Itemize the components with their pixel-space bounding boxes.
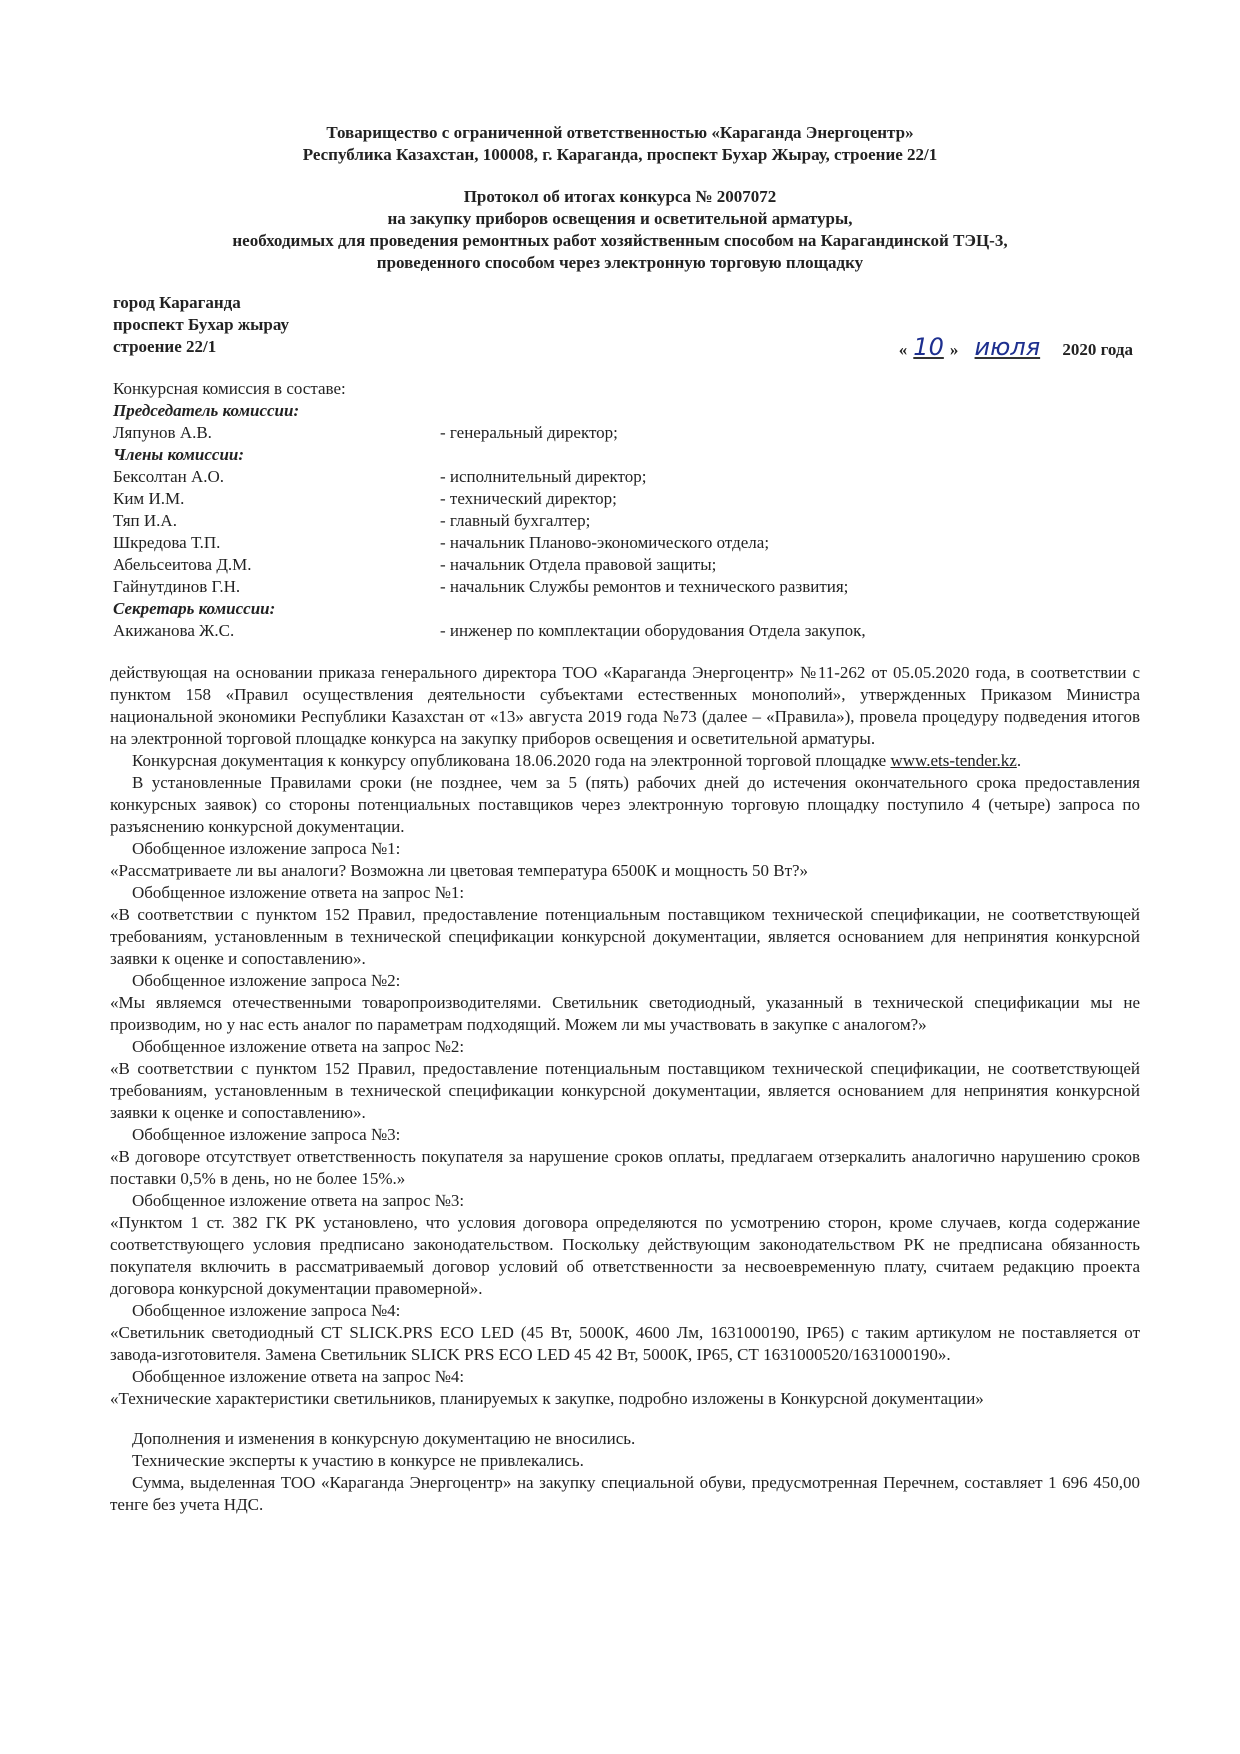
member-name: Ким И.М. bbox=[113, 489, 185, 508]
spacer bbox=[110, 1410, 1140, 1428]
commission-member-row bbox=[113, 510, 1133, 532]
secretary-heading: Секретарь комиссии: bbox=[113, 599, 276, 618]
note-no-changes: Дополнения и изменения в конкурсную документацию не вносились. bbox=[132, 1429, 636, 1448]
member-name: Абельсеитова Д.М. bbox=[113, 555, 252, 574]
place-street: проспект Бухар жырау bbox=[113, 315, 290, 334]
member-name: Ляпунов А.В. bbox=[113, 423, 212, 442]
title-line-4: проведенного способом через электронную торговую площадку bbox=[376, 253, 864, 272]
member-name: Гайнутдинов Г.Н. bbox=[113, 577, 241, 596]
commission-list bbox=[113, 378, 1133, 642]
member-position: - технический директор; bbox=[440, 489, 617, 508]
commission-member-row bbox=[113, 532, 1133, 554]
ets-tender-link[interactable]: www.ets-tender.kz bbox=[890, 751, 1017, 770]
member-name: Бексолтан А.О. bbox=[113, 467, 225, 486]
protocol-title bbox=[0, 186, 1240, 274]
request-2-label: Обобщенное изложение запроса №2: bbox=[132, 971, 401, 990]
request-3-label: Обобщенное изложение запроса №3: bbox=[132, 1125, 401, 1144]
request-4-label: Обобщенное изложение запроса №4: bbox=[132, 1301, 401, 1320]
member-name: Шкредова Т.П. bbox=[113, 533, 221, 552]
org-header bbox=[0, 122, 1240, 166]
date-year: 2020 года bbox=[1062, 340, 1133, 359]
member-name: Тяп И.А. bbox=[113, 511, 177, 530]
org-address: Республика Казахстан, 100008, г. Караганда, проспект Бухар Жырау, строение 22/1 bbox=[302, 145, 938, 164]
paragraph-basis: действующая на основании приказа генерального директора ТОО «Караганда Энергоцентр» №11-262 от 05.05.2020 года, в соответствии с пунктом 158 «Правил осуществления деятельности субъектами естественных монополий», утвержденных Приказом Министра национальной экономики Республики Казахстан от «13» августа 2019 года №73 (далее – «Правила»), провела процедуру подведения итогов на электронной торговой площадке конкурса на закупку приборов освещения и осветительной арматуры. bbox=[110, 663, 1140, 748]
paragraph-requests: В установленные Правилами сроки (не позднее, чем за 5 (пять) рабочих дней до истечения окончательного срока предоставления конкурсных заявок) со стороны потенциальных поставщиков через электронную торговую площадку поступило 4 (четыре) запроса по разъяснению конкурсной документации. bbox=[110, 773, 1140, 836]
note-budget: Сумма, выделенная ТОО «Караганда Энергоцентр» на закупку специальной обуви, предусмотренная Перечнем, составляет 1 696 450,00 тенге без учета НДС. bbox=[110, 1473, 1140, 1514]
title-line-2: на закупку приборов освещения и осветительной арматуры, bbox=[387, 209, 853, 228]
member-position: - начальник Отдела правовой защиты; bbox=[440, 555, 717, 574]
date-close-quote: » bbox=[949, 340, 959, 359]
commission-intro: Конкурсная комиссия в составе: bbox=[113, 379, 346, 398]
member-position: - генеральный директор; bbox=[440, 423, 618, 442]
commission-member-row bbox=[113, 422, 1133, 444]
answer-4-text: «Технические характеристики светильников, планируемых к закупке, подробно изложены в Конкурсной документации» bbox=[110, 1389, 984, 1408]
publication-text: Конкурсная документация к конкурсу опубликована 18.06.2020 года на электронной торговой площадке bbox=[132, 751, 891, 770]
request-3-text: «В договоре отсутствует ответственность покупателя за нарушение сроков оплаты, предлагаем отзеркалить аналогично нарушению сроков поставки 0,5% в день, но не более 15%.» bbox=[110, 1147, 1140, 1188]
title-line-3: необходимых для проведения ремонтных работ хозяйственным способом на Карагандинской ТЭЦ-3, bbox=[232, 231, 1008, 250]
note-no-experts: Технические эксперты к участию в конкурсе не привлекались. bbox=[132, 1451, 584, 1470]
paragraph-publication bbox=[110, 750, 1140, 772]
request-2-text: «Мы являемся отечественными товаропроизводителями. Светильник светодиодный, указанный в технической спецификации мы не производим, но у нас есть аналог по параметрам подходящий. Можем ли мы участвовать в закупке с аналогом?» bbox=[110, 993, 1140, 1034]
commission-member-row bbox=[113, 466, 1133, 488]
commission-member-row bbox=[113, 620, 1133, 642]
date-month-handwritten: июля bbox=[974, 333, 1041, 361]
answer-1-label: Обобщенное изложение ответа на запрос №1: bbox=[132, 883, 465, 902]
publication-end: . bbox=[1016, 751, 1022, 770]
answer-2-text: «В соответствии с пунктом 152 Правил, предоставление потенциальным поставщиком технической спецификации, не соответствующей требованиям, установленным в технической спецификации конкурсной документации, является основанием для непринятия конкурсной заявки к оценке и сопоставлению». bbox=[110, 1059, 1140, 1122]
request-1-text: «Рассматриваете ли вы аналоги? Возможна ли цветовая температура 6500К и мощность 50 Вт?» bbox=[110, 861, 809, 880]
protocol-date bbox=[898, 333, 1133, 361]
answer-1-text: «В соответствии с пунктом 152 Правил, предоставление потенциальным поставщиком технической спецификации, не соответствующей требованиям, установленным в технической спецификации конкурсной документации, является основанием для непринятия конкурсной заявки к оценке и сопоставлению». bbox=[110, 905, 1140, 968]
member-position: - инженер по комплектации оборудования Отдела закупок, bbox=[440, 621, 866, 640]
answer-2-label: Обобщенное изложение ответа на запрос №2: bbox=[132, 1037, 465, 1056]
title-line-1: Протокол об итогах конкурса № 2007072 bbox=[463, 187, 777, 206]
commission-member-row bbox=[113, 554, 1133, 576]
date-open-quote: « bbox=[898, 340, 908, 359]
place-block bbox=[113, 292, 289, 358]
commission-member-row bbox=[113, 488, 1133, 510]
commission-member-row bbox=[113, 576, 1133, 598]
place-city: город Караганда bbox=[113, 293, 241, 312]
request-4-text: «Светильник светодиодный СТ SLICK.PRS ECO LED (45 Вт, 5000К, 4600 Лм, 1631000190, IP65) с таким артикулом не поставляется от завода-изготовителя. Замена Светильник SLICK PRS ECO LED 45 42 Вт, 5000К, IP65, СТ 1631000520/1631000190». bbox=[110, 1323, 1140, 1364]
request-1-label: Обобщенное изложение запроса №1: bbox=[132, 839, 401, 858]
place-building: строение 22/1 bbox=[113, 337, 217, 356]
org-name: Товарищество с ограниченной ответственностью «Караганда Энергоцентр» bbox=[326, 123, 914, 142]
answer-4-label: Обобщенное изложение ответа на запрос №4: bbox=[132, 1367, 465, 1386]
member-name: Акижанова Ж.С. bbox=[113, 621, 235, 640]
protocol-body bbox=[110, 662, 1140, 1516]
member-position: - исполнительный директор; bbox=[440, 467, 647, 486]
answer-3-text: «Пунктом 1 ст. 382 ГК РК установлено, что условия договора определяются по усмотрению сторон, кроме случаев, когда содержание соответствующего условия предписано законодательством. Поскольку действующим законодательством РК не предписана обязанность покупателя включить в рассматриваемый договор условий об ответственности за несвоевременную плату, считаем редакцию проекта договора конкурсной документации правомерной». bbox=[110, 1213, 1140, 1298]
member-position: - начальник Планово-экономического отдела; bbox=[440, 533, 770, 552]
member-position: - начальник Службы ремонтов и технического развития; bbox=[440, 577, 849, 596]
chair-heading: Председатель комиссии: bbox=[113, 401, 300, 420]
date-day-handwritten: 10 bbox=[913, 333, 944, 361]
member-position: - главный бухгалтер; bbox=[440, 511, 591, 530]
answer-3-label: Обобщенное изложение ответа на запрос №3: bbox=[132, 1191, 465, 1210]
members-heading: Члены комиссии: bbox=[113, 445, 245, 464]
